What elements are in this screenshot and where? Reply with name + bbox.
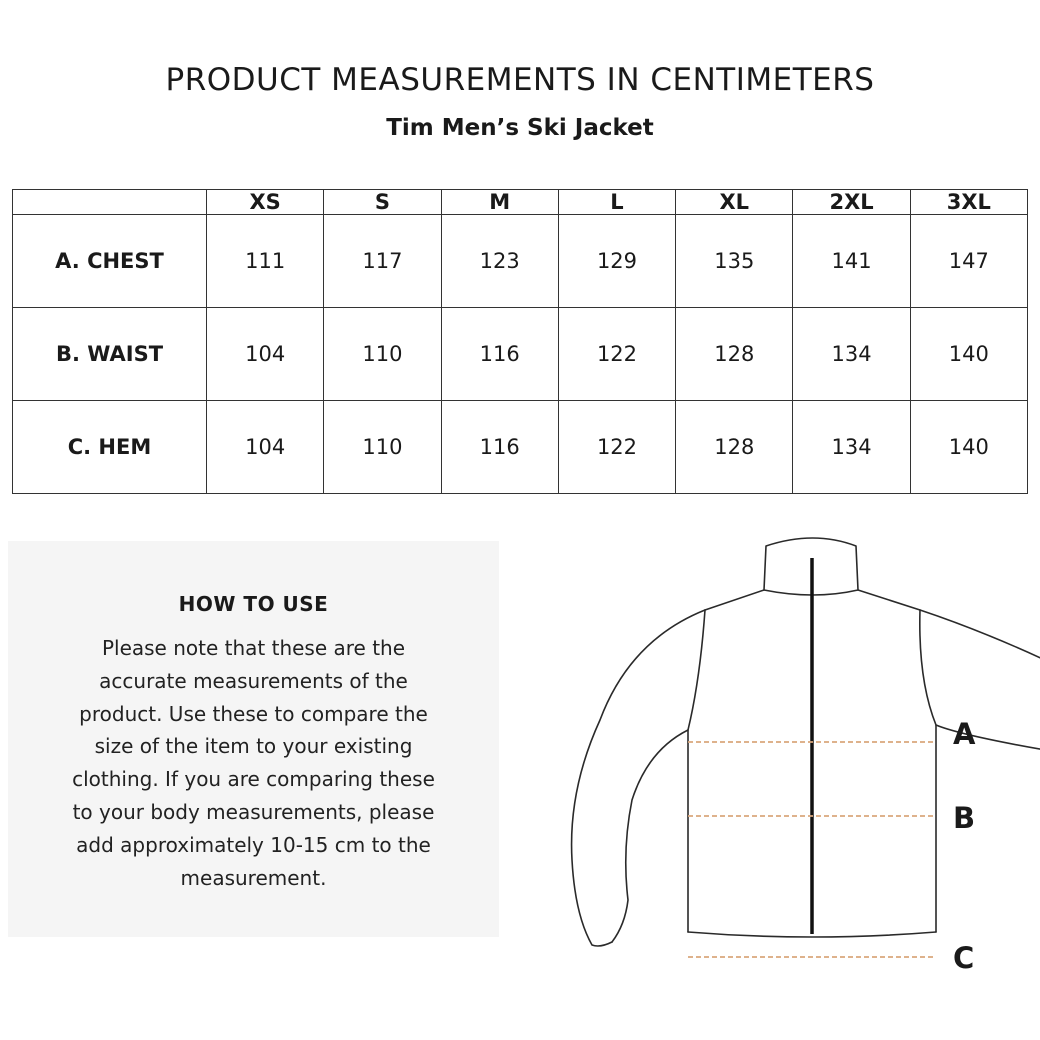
row-label: C. HEM xyxy=(13,401,207,494)
text-line: add approximately 10-15 cm to the xyxy=(76,832,431,857)
table-cell: 140 xyxy=(910,401,1027,494)
table-cell: 122 xyxy=(558,401,675,494)
how-to-use-text xyxy=(30,632,477,894)
table-cell: 116 xyxy=(441,401,558,494)
size-header: XS xyxy=(207,190,324,215)
size-header: M xyxy=(441,190,558,215)
table-cell: 122 xyxy=(558,308,675,401)
table-cell: 147 xyxy=(910,215,1027,308)
table-cell: 110 xyxy=(324,308,441,401)
product-name: Tim Men’s Ski Jacket xyxy=(386,115,654,141)
table-cell: 110 xyxy=(324,401,441,494)
table-cell: 123 xyxy=(441,215,558,308)
table-cell: 140 xyxy=(910,308,1027,401)
table-row xyxy=(13,308,1028,401)
table-cell: 116 xyxy=(441,308,558,401)
table-cell: 134 xyxy=(793,401,910,494)
size-header: 3XL xyxy=(910,190,1027,215)
row-label: B. WAIST xyxy=(13,308,207,401)
text-line: size of the item to your existing xyxy=(94,734,413,759)
table-cell: 104 xyxy=(207,308,324,401)
table-cell: 141 xyxy=(793,215,910,308)
text-line: clothing. If you are comparing these xyxy=(72,767,435,792)
right-body-side xyxy=(920,610,936,932)
table-row xyxy=(13,215,1028,308)
size-header: 2XL xyxy=(793,190,910,215)
table-cell: 135 xyxy=(676,215,793,308)
left-shoulder xyxy=(705,590,764,610)
how-to-use-heading: HOW TO USE xyxy=(178,592,329,616)
size-header: XL xyxy=(676,190,793,215)
right-sleeve-top xyxy=(920,610,1040,660)
table-header-row xyxy=(13,190,1028,215)
page-title: PRODUCT MEASUREMENTS IN CENTIMETERS xyxy=(165,62,875,98)
size-header: L xyxy=(558,190,675,215)
corner-cell xyxy=(13,190,207,215)
row-label: A. CHEST xyxy=(13,215,207,308)
size-header: S xyxy=(324,190,441,215)
right-sleeve-bottom xyxy=(936,725,1040,750)
text-line: Please note that these are the xyxy=(101,636,406,660)
left-sleeve-inner xyxy=(612,730,688,942)
text-line: to your body measurements, please xyxy=(72,799,435,824)
right-shoulder xyxy=(858,590,920,610)
marker-b: B xyxy=(953,801,976,835)
table-cell: 128 xyxy=(676,401,793,494)
table-cell: 128 xyxy=(676,308,793,401)
marker-a: A xyxy=(953,717,976,751)
table-cell: 111 xyxy=(207,215,324,308)
text-line: product. Use these to compare the xyxy=(79,701,428,726)
left-body-side xyxy=(688,610,705,932)
text-line: measurement. xyxy=(180,865,327,890)
jacket-outline-icon xyxy=(540,520,1040,990)
table-cell: 129 xyxy=(558,215,675,308)
table-cell: 104 xyxy=(207,401,324,494)
marker-c: C xyxy=(953,941,975,975)
text-line: accurate measurements of the xyxy=(99,668,408,693)
table-cell: 117 xyxy=(324,215,441,308)
table-row xyxy=(13,401,1028,494)
size-chart-table xyxy=(12,189,1028,494)
table-cell: 134 xyxy=(793,308,910,401)
left-sleeve-outer xyxy=(572,610,705,946)
